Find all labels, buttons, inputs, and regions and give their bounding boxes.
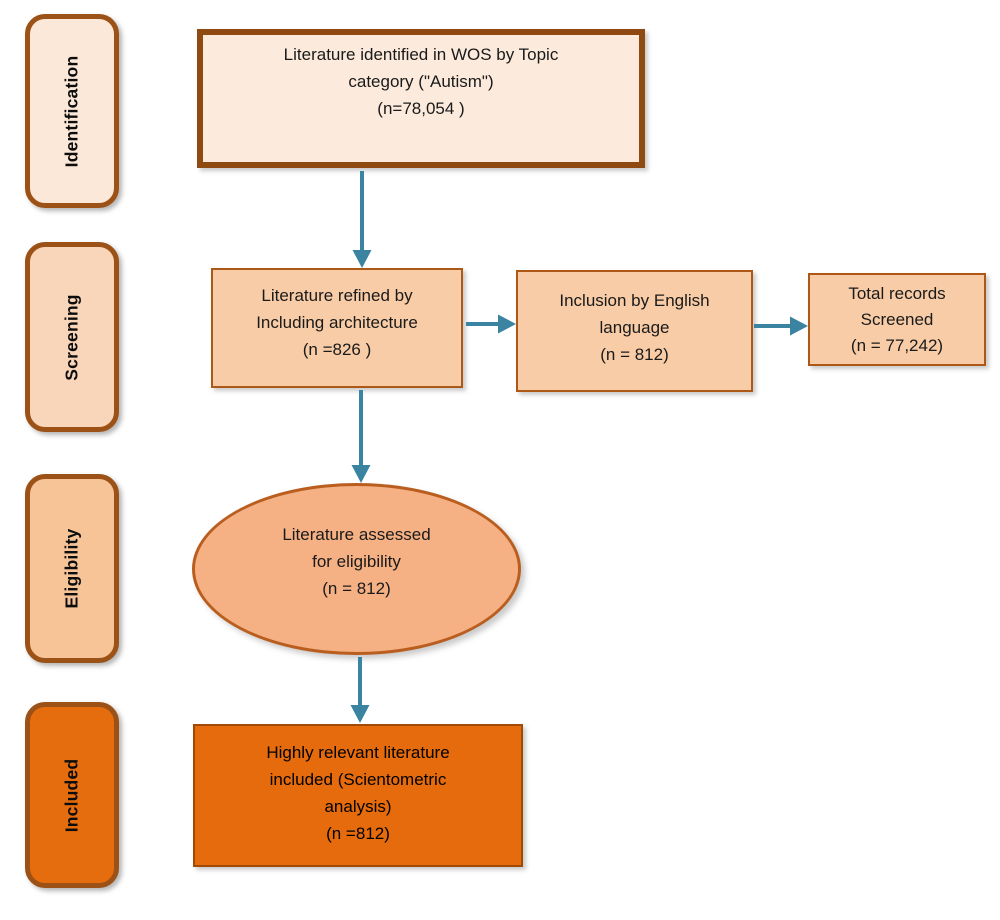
node-text-line: Literature refined by [261, 285, 413, 305]
node-literature-identified [197, 29, 645, 168]
stage-label-eligibility [25, 474, 119, 663]
node-text-line: Highly relevant literature [266, 742, 450, 762]
node-text-line: (n = 812) [600, 344, 669, 364]
node-text-line: Total records [848, 283, 946, 303]
stage-label-included [25, 702, 119, 888]
node-text-line: Including architecture [256, 312, 418, 332]
node-text-line: Literature identified in WOS by Topic [283, 45, 559, 64]
node-text-line: analysis) [324, 796, 392, 816]
node-text-line: (n = 812) [322, 578, 391, 598]
stage-label-screening [25, 242, 119, 432]
node-literature-refined [211, 268, 463, 388]
node-text-line: Inclusion by English [559, 290, 710, 310]
stage-label-text: Screening [61, 293, 82, 381]
node-text-line: Literature assessed [282, 524, 431, 544]
node-text-line: Screened [860, 309, 934, 329]
arrow-english-to-screened-icon [754, 317, 808, 336]
node-text-line: category ("Autism") [348, 72, 494, 91]
stage-label-text: Identification [61, 55, 82, 167]
node-text-line: (n =826 ) [302, 339, 372, 359]
stage-label-text: Eligibility [61, 528, 82, 609]
node-highly-relevant-included [193, 724, 523, 867]
node-text-line: language [599, 317, 670, 337]
arrow-assessed-to-included-icon [351, 657, 370, 723]
node-text-line: (n=78,054 ) [377, 99, 465, 118]
node-text-line: included (Scientometric [269, 769, 447, 789]
stage-label-identification [25, 14, 119, 208]
node-text-line: (n =812) [326, 823, 390, 843]
node-total-records-screened [808, 273, 986, 366]
node-inclusion-english [516, 270, 753, 392]
stage-label-text: Included [61, 758, 82, 832]
arrow-identified-to-refined-icon [353, 171, 372, 268]
arrow-refined-to-assessed-icon [352, 390, 371, 483]
node-text-line: (n = 77,242) [850, 335, 944, 355]
node-text-line: for eligibility [312, 551, 401, 571]
node-literature-assessed-ellipse [192, 483, 521, 655]
arrow-refined-to-english-icon [466, 315, 516, 334]
